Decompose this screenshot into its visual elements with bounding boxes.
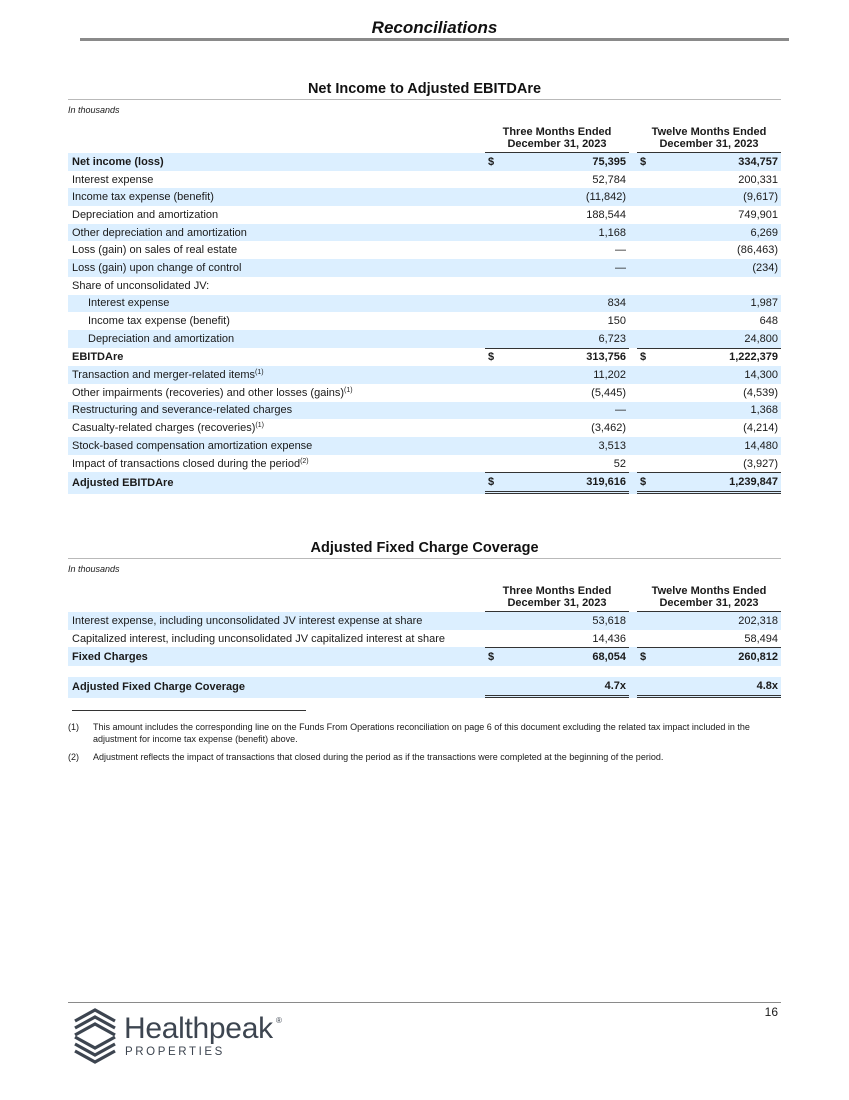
dollar-sign <box>637 171 651 189</box>
ebitdare-table <box>68 117 781 494</box>
footnote-mark: (2) <box>68 752 79 762</box>
row-label <box>68 402 485 420</box>
dollar-sign <box>485 437 499 455</box>
value-three-months: 319,616 <box>499 472 629 494</box>
dollar-sign <box>637 224 651 242</box>
value-three-months: — <box>499 402 629 420</box>
value-three-months: 3,513 <box>499 437 629 455</box>
dollar-sign <box>637 419 651 437</box>
dollar-sign: $ <box>637 472 651 494</box>
column-gap <box>629 188 637 206</box>
dollar-sign <box>637 330 651 348</box>
column-gap <box>629 259 637 277</box>
column-gap <box>629 402 637 420</box>
row-label <box>68 419 485 437</box>
value-twelve-months: 200,331 <box>738 173 779 186</box>
table-row <box>68 206 781 224</box>
dollar-sign <box>485 384 499 402</box>
column-gap <box>629 612 637 630</box>
footnote-mark: (1) <box>68 722 79 732</box>
coverage-three-months: 4.7x <box>499 677 629 698</box>
table-row <box>68 330 781 348</box>
value-three-months: 6,723 <box>499 330 629 348</box>
dollar-sign <box>485 330 499 348</box>
value-three-months: 313,756 <box>499 348 629 367</box>
value-twelve-months: 14,300 <box>651 366 781 384</box>
value-three-months: 53,618 <box>499 612 629 630</box>
units-note: In thousands <box>68 105 120 115</box>
row-label <box>68 612 485 630</box>
row-label <box>68 153 485 171</box>
table-row <box>68 384 781 402</box>
row-label-text: Interest expense <box>72 173 154 186</box>
units-note: In thousands <box>68 564 120 574</box>
dollar-sign: $ <box>637 153 651 171</box>
footer-rule <box>68 1002 781 1003</box>
dollar-sign <box>637 366 651 384</box>
column-gap <box>629 153 637 171</box>
table-row <box>68 472 781 494</box>
dollar-sign: $ <box>485 348 499 367</box>
header-twelve-months: Twelve Months Ended December 31, 2023 <box>637 117 781 153</box>
ebitdare-section <box>68 81 781 494</box>
column-gap <box>629 330 637 348</box>
dollar-sign: $ <box>485 153 499 171</box>
fixed-charge-title: Adjusted Fixed Charge Coverage <box>310 540 539 556</box>
row-label-text: Capitalized interest, including unconsolidated JV capitalized interest at share <box>72 632 445 645</box>
dollar-sign <box>485 419 499 437</box>
footnote <box>68 751 781 763</box>
footnote-ref: (1) <box>344 386 353 394</box>
page-title: Reconciliations <box>371 18 498 37</box>
value-three-months: 52,784 <box>592 173 627 186</box>
row-label <box>68 224 485 242</box>
row-label-text: Loss (gain) upon change of control <box>72 261 242 274</box>
dollar-sign <box>637 188 651 206</box>
row-label <box>68 241 485 259</box>
dollar-sign <box>485 241 499 259</box>
table-row <box>68 647 781 666</box>
fixed-charge-table <box>68 576 781 698</box>
dollar-sign <box>485 188 499 206</box>
table-row <box>68 171 781 189</box>
row-label <box>68 384 485 402</box>
table-row <box>68 630 781 648</box>
row-label <box>68 330 485 348</box>
dollar-sign <box>485 630 499 648</box>
dollar-sign <box>637 630 651 648</box>
ebitdare-body <box>68 153 781 494</box>
column-gap <box>629 241 637 259</box>
title-rule <box>80 38 789 41</box>
row-label <box>68 188 485 206</box>
column-gap <box>629 277 637 295</box>
coverage-row <box>68 677 781 698</box>
table-row <box>68 277 781 295</box>
dollar-sign <box>637 206 651 224</box>
value-twelve-months: 6,269 <box>651 224 781 242</box>
table-row <box>68 224 781 242</box>
table-row <box>68 153 781 171</box>
row-label <box>68 295 485 313</box>
row-label <box>68 348 485 367</box>
row-label-text: Interest expense <box>88 297 170 310</box>
table-row <box>68 295 781 313</box>
column-gap <box>629 472 637 494</box>
value-twelve-months: 1,368 <box>651 402 781 420</box>
row-label-text: Depreciation and amortization <box>72 208 219 221</box>
value-twelve-months: (4,214) <box>743 422 779 435</box>
dollar-sign <box>485 295 499 313</box>
dollar-sign <box>485 402 499 420</box>
dollar-sign <box>485 312 499 330</box>
value-three-months: 68,054 <box>499 647 629 666</box>
value-three-months: 11,202 <box>499 366 629 384</box>
value-twelve-months: (3,927) <box>743 457 779 470</box>
row-label <box>68 366 485 384</box>
value-three-months: 834 <box>499 295 629 313</box>
row-label-text: Income tax expense (benefit) <box>72 191 214 204</box>
dollar-sign <box>637 241 651 259</box>
value-twelve-months: 24,800 <box>651 330 781 348</box>
column-gap <box>629 366 637 384</box>
value-twelve-months: 648 <box>759 315 779 328</box>
column-gap <box>629 419 637 437</box>
table-row <box>68 366 781 384</box>
dollar-sign <box>485 455 499 473</box>
value-twelve-months: 1,239,847 <box>651 472 781 494</box>
coverage-body <box>68 666 781 698</box>
row-label-text: Interest expense, including unconsolidated JV interest expense at share <box>72 614 423 627</box>
row-label-text: Income tax expense (benefit) <box>88 315 230 328</box>
table-row <box>68 437 781 455</box>
column-gap <box>629 224 637 242</box>
logo-name: Healthpeak <box>124 1012 273 1045</box>
column-gap <box>629 295 637 313</box>
table-row <box>68 455 781 473</box>
dollar-sign <box>637 259 651 277</box>
dollar-sign <box>637 295 651 313</box>
dollar-sign <box>485 224 499 242</box>
row-label-text: Other depreciation and amortization <box>72 226 247 239</box>
section-rule <box>68 558 781 559</box>
row-label-text: Casualty-related charges (recoveries) <box>72 422 256 435</box>
footnotes <box>68 721 781 769</box>
header-twelve-months: Twelve Months Ended December 31, 2023 <box>637 576 781 612</box>
table-row <box>68 188 781 206</box>
column-gap <box>629 384 637 402</box>
value-twelve-months: 14,480 <box>651 437 781 455</box>
coverage-twelve-months: 4.8x <box>651 677 781 698</box>
value-twelve-months <box>651 277 781 295</box>
footnote-ref: (1) <box>255 422 264 430</box>
value-three-months: (3,462) <box>591 422 627 435</box>
value-three-months: — <box>499 259 629 277</box>
footnote-text: This amount includes the corresponding line on the Funds From Operations reconciliation on page 6 of this document excluding the related tax impact included in the adjustment for income tax expense (benefit) above. <box>93 722 750 744</box>
fixed-charge-body <box>68 612 781 666</box>
dollar-sign: $ <box>485 647 499 666</box>
row-label <box>68 206 485 224</box>
logo-registered: ® <box>276 1016 282 1025</box>
value-three-months: 52 <box>613 457 627 470</box>
footnote-rule <box>72 710 306 711</box>
value-twelve-months: (86,463) <box>737 244 779 257</box>
healthpeak-logo <box>72 1007 312 1067</box>
dollar-sign <box>637 437 651 455</box>
row-label-text: Fixed Charges <box>72 650 148 663</box>
row-label-text: Depreciation and amortization <box>88 332 235 345</box>
column-gap <box>629 348 637 367</box>
value-three-months: (5,445) <box>591 386 627 399</box>
row-label-text: Other impairments (recoveries) and other losses (gains) <box>72 386 345 399</box>
value-twelve-months: 749,901 <box>738 208 779 221</box>
logo-subtitle: PROPERTIES <box>125 1046 225 1058</box>
dollar-sign: $ <box>637 647 651 666</box>
dollar-sign: $ <box>637 348 651 367</box>
value-twelve-months: 1,987 <box>651 295 781 313</box>
page-number: 16 <box>764 1005 778 1019</box>
column-gap <box>629 630 637 648</box>
row-label-text: EBITDAre <box>72 350 124 363</box>
dollar-sign <box>485 612 499 630</box>
dollar-sign <box>485 259 499 277</box>
row-label <box>68 455 485 473</box>
row-label <box>68 259 485 277</box>
footnote-text: Adjustment reflects the impact of transactions that closed during the period as if the transactions were completed at the beginning of the period. <box>93 752 664 762</box>
value-three-months: 150 <box>607 315 627 328</box>
dollar-sign <box>485 366 499 384</box>
value-twelve-months: 334,757 <box>651 153 781 171</box>
row-label <box>68 630 485 648</box>
value-twelve-months: 202,318 <box>651 612 781 630</box>
dollar-sign <box>637 384 651 402</box>
row-label-text: Net income (loss) <box>72 155 164 168</box>
value-twelve-months: 1,222,379 <box>651 348 781 367</box>
row-label-text: Adjusted EBITDAre <box>72 477 174 490</box>
row-label <box>68 171 485 189</box>
column-gap <box>629 312 637 330</box>
row-label-text: Stock-based compensation amortization expense <box>72 439 313 452</box>
value-twelve-months: (234) <box>651 259 781 277</box>
value-three-months: (11,842) <box>499 188 629 206</box>
dollar-sign <box>485 277 499 295</box>
row-label <box>68 277 485 295</box>
section-rule <box>68 99 781 100</box>
dollar-sign <box>637 312 651 330</box>
column-gap <box>629 171 637 189</box>
table-row <box>68 402 781 420</box>
footnote <box>68 721 781 745</box>
column-gap <box>629 455 637 473</box>
fixed-charge-section <box>68 540 781 698</box>
table-row <box>68 312 781 330</box>
row-label-text: Transaction and merger-related items <box>72 369 256 382</box>
dollar-sign <box>637 402 651 420</box>
footnote-ref: (1) <box>255 369 264 377</box>
table-row <box>68 612 781 630</box>
dollar-sign <box>637 612 651 630</box>
healthpeak-logo-mark-icon <box>72 1007 118 1065</box>
value-three-months: 75,395 <box>499 153 629 171</box>
column-gap <box>629 647 637 666</box>
dollar-sign: $ <box>485 472 499 494</box>
row-label-text: Share of unconsolidated JV: <box>72 279 210 292</box>
table-row <box>68 419 781 437</box>
dollar-sign <box>485 206 499 224</box>
row-label <box>68 472 485 494</box>
ebitdare-title: Net Income to Adjusted EBITDAre <box>307 81 542 97</box>
table-row <box>68 259 781 277</box>
dollar-sign <box>485 171 499 189</box>
column-gap <box>629 437 637 455</box>
value-three-months <box>499 277 629 295</box>
value-three-months: 1,168 <box>499 224 629 242</box>
row-label-text: Impact of transactions closed during the period <box>72 457 301 470</box>
column-gap <box>629 206 637 224</box>
header-three-months: Three Months Ended December 31, 2023 <box>485 576 629 612</box>
value-three-months: 188,544 <box>586 208 627 221</box>
row-label <box>68 312 485 330</box>
value-twelve-months: (9,617) <box>651 188 781 206</box>
dollar-sign <box>637 277 651 295</box>
value-twelve-months: 58,494 <box>744 632 779 645</box>
value-three-months: — <box>615 244 627 257</box>
header-three-months: Three Months Ended December 31, 2023 <box>485 117 629 153</box>
row-label-text: Restructuring and severance-related charges <box>72 404 293 417</box>
value-twelve-months: 260,812 <box>651 647 781 666</box>
row-label <box>68 647 485 666</box>
row-label <box>68 437 485 455</box>
row-label-text: Loss (gain) on sales of real estate <box>72 244 238 257</box>
footnote-ref: (2) <box>300 457 309 465</box>
coverage-label: Adjusted Fixed Charge Coverage <box>68 677 485 698</box>
table-row <box>68 241 781 259</box>
dollar-sign <box>637 455 651 473</box>
table-row <box>68 348 781 367</box>
value-three-months: 14,436 <box>592 632 627 645</box>
value-twelve-months: (4,539) <box>743 386 779 399</box>
